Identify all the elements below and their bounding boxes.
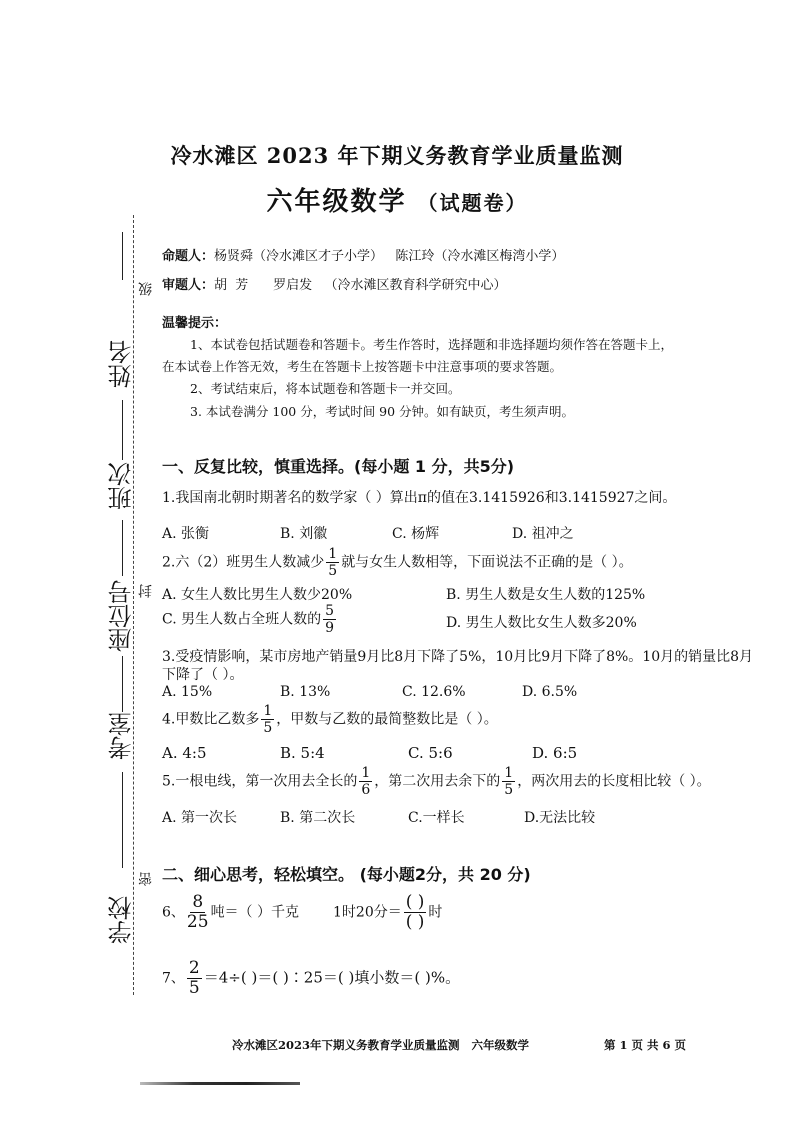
grade-blank (122, 232, 123, 280)
q7-frac-num: 2 (188, 958, 200, 978)
question-4 (162, 704, 498, 735)
reviewers-label: 审题人： (162, 278, 215, 293)
q1-option-a: A. 张衡 (162, 526, 210, 542)
q6-text-b: 1时20分＝ (333, 904, 402, 921)
q5-frac1-den: 6 (361, 782, 371, 798)
q5-option-c: C.一样长 (408, 810, 465, 826)
margin-class-label: 班次 (108, 462, 136, 510)
q1-option-b: B. 刘徽 (280, 526, 328, 542)
q2-frac-num: 1 (328, 546, 338, 562)
q5-option-b: B. 第二次长 (280, 810, 356, 826)
margin-seat-label: 座位号 (108, 580, 136, 652)
q2-optc-text: C. 男生人数占全班人数的 (162, 611, 322, 628)
q7-label: 7、 (162, 970, 185, 987)
q4-text-after: ，甲数与乙数的最简整数比是（ ）。 (276, 711, 498, 728)
writers-line (162, 245, 564, 264)
exam-subject: 六年级数学 (266, 187, 407, 217)
margin-school-label: 学校 (108, 896, 136, 944)
q2-optc-den: 9 (325, 620, 335, 636)
q4-frac-den: 5 (263, 720, 273, 736)
margin-room-label: 考室 (108, 712, 136, 760)
margin-secret-label: 密 (138, 872, 154, 886)
notice-line-4: 3. 本试卷满分 100 分，考试时间 90 分钟。如有缺页，考生须声明。 (190, 404, 575, 419)
question-7 (162, 960, 460, 997)
name-blank (122, 400, 123, 460)
q4-fraction (261, 704, 274, 735)
q2-option-c (162, 604, 338, 635)
section1-title: 一、反复比较，慎重选择。(每小题 1 分，共5分) (162, 457, 515, 476)
exam-title-main (0, 181, 794, 218)
reviewers-names: 胡 芳 罗启发 （冷水滩区教育科学研究中心） (214, 278, 507, 293)
q6-label: 6、 (162, 904, 185, 921)
q6-frac2-den: ( ) (405, 912, 425, 932)
q4-option-d: D. 6:5 (532, 744, 578, 762)
q2-option-b: B. 男生人数是女生人数的125% (446, 587, 646, 603)
q3-option-c: C. 12.6% (402, 684, 466, 700)
reviewers-line (162, 274, 506, 293)
q6-frac2-num: ( ) (405, 892, 425, 912)
q3-option-a: A. 15% (162, 684, 213, 700)
q5-frac2-den: 5 (504, 782, 514, 798)
q4-option-b: B. 5:4 (280, 744, 325, 762)
q2-option-a: A. 女生人数比男生人数少20% (162, 587, 353, 603)
q7-text: ＝4÷( )＝( )∶25＝( )填小数＝( )%。 (203, 968, 461, 987)
q1-option-d: D. 祖冲之 (512, 526, 574, 542)
q6-text-c: 时 (428, 904, 443, 921)
notice-line-2: 在本试卷上作答无效，考生在答题卡上按答题卡中注意事项的要求答题。 (162, 359, 563, 374)
q5-text-a: 5.一根电线，第一次用去全长的 (162, 773, 358, 790)
q5-text-b: ，第二次用去余下的 (374, 773, 501, 790)
writers-label: 命题人： (162, 249, 215, 264)
writers-names: 杨贤舜（冷水滩区才子小学） 陈江玲（冷水滩区梅湾小学） (214, 249, 565, 264)
q4-text-before: 4.甲数比乙数多 (162, 711, 260, 728)
section2-title: 二、细心思考，轻松填空。 (每小题2分，共 20 分) (162, 865, 531, 884)
question-3-line2: 下降了（ ）。 (162, 667, 244, 683)
q2-text-before: 2.六（2）班男生人数减少 (162, 554, 325, 571)
q2-text-after: 就与女生人数相等，下面说法不正确的是（ ）。 (341, 554, 633, 571)
room-blank (122, 772, 123, 868)
q6-fraction-2 (404, 894, 427, 931)
exam-paper-type: （试题卷） (417, 191, 528, 215)
q2-optc-fraction (323, 604, 336, 635)
q6-fraction (187, 894, 209, 931)
footer-page-number: 第 1 页 共 6 页 (604, 1038, 687, 1052)
notice-line-3: 2、考试结束后，将本试题卷和答题卡一并交回。 (190, 381, 461, 396)
q5-frac2-num: 1 (504, 765, 514, 781)
q5-fraction-2 (502, 766, 515, 797)
q3-option-d: D. 6.5% (522, 684, 578, 700)
question-1-text: 1.我国南北朝时期著名的数学家（ ）算出π的值在3.1415926和3.1415927之间。 (162, 490, 677, 506)
q7-frac-den: 5 (188, 978, 200, 998)
question-5 (162, 766, 711, 797)
margin-name-label: 姓名 (108, 340, 136, 388)
notice-heading: 温馨提示： (162, 316, 228, 331)
q5-fraction-1 (359, 766, 372, 797)
notice-line-1: 1、本试卷包括试题卷和答题卡。考生作答时，选择题和非选择题均须作答在答题卡上， (190, 337, 673, 352)
q5-frac1-num: 1 (361, 765, 371, 781)
class-blank (122, 520, 123, 576)
scan-artifact-line (140, 1082, 300, 1085)
q6-text-a: 吨＝（ ）千克 (210, 904, 300, 921)
q2-option-d: D. 男生人数比女生人数多20% (446, 615, 637, 631)
margin-grade-label: 级 (138, 282, 154, 296)
q7-fraction (187, 960, 202, 997)
footer-exam-name: 冷水滩区2023年下期义务教育学业质量监测 六年级数学 (232, 1038, 530, 1052)
question-3-line1: 3.受疫情影响，某市房地产销量9月比8月下降了5%，10月比9月下降了8%。10月的销量比8月 (162, 649, 754, 665)
q1-option-c: C. 杨辉 (392, 526, 440, 542)
q2-fraction (326, 547, 339, 578)
q4-option-a: A. 4:5 (162, 744, 207, 762)
q2-optc-num: 5 (325, 603, 335, 619)
q2-frac-den: 5 (328, 563, 338, 579)
question-2 (162, 547, 633, 578)
q5-text-c: ，两次用去的长度相比较（ ）。 (517, 773, 711, 790)
seat-blank (122, 656, 123, 712)
q4-option-c: C. 5:6 (408, 744, 453, 762)
q4-frac-num: 1 (263, 703, 273, 719)
exam-title-line1: 冷水滩区 2023 年下期义务教育学业质量监测 (170, 143, 624, 168)
q5-option-d: D.无法比较 (524, 810, 596, 826)
q5-option-a: A. 第一次长 (162, 810, 238, 826)
margin-seal-label: 封 (138, 584, 154, 598)
question-6 (162, 894, 442, 931)
q3-option-b: B. 13% (280, 684, 331, 700)
q6-frac-num: 8 (192, 892, 204, 912)
q6-frac-den: 25 (186, 912, 209, 932)
